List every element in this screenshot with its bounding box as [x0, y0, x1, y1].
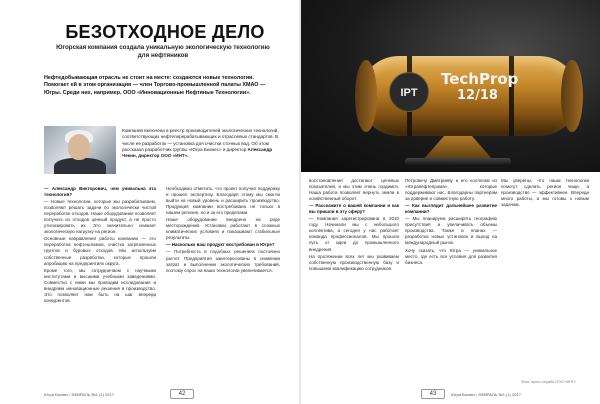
interview-question: — Как выглядит дальнейшее развитие компании?: [405, 203, 497, 215]
tank-band-2: [509, 56, 514, 136]
article-title: БЕЗОТХОДНОЕ ДЕЛО: [65, 22, 265, 42]
right-page: [301, 0, 600, 404]
product-photo: [301, 0, 600, 172]
right-column-1: [309, 178, 399, 273]
article-paragraph: восстановления достигают целевых показателей, и мы этим очень гордимся. Наша работа позволяет вернуть земли в хозяйственный оборот.: [309, 178, 399, 202]
tank-stand: [423, 136, 493, 160]
article-paragraph: — Новые технологии, которые мы разрабатываем, позволяют решать задачи по экологически чистой переработке отходов. Наше оборудование позволяет получать из отходов ценный продукт, а не просто утилизировать их. Это значительно снижает экологическую нагрузку на регион.: [44, 199, 156, 235]
interview-question: — Александр Викторович, чем уникальна эта технология?: [44, 186, 156, 198]
photo-credit: Фото: пресс-служба ООО «ИНТ»: [521, 380, 576, 384]
right-footer: Югра Бизнес / ФЕВРАЛЬ №1 (1) 2017: [451, 392, 521, 397]
award-name: TechProp: [441, 70, 519, 88]
article-paragraph: Основные направления работы компании — это переработка нефтешламов, очистка загрязненных грунтов и буровых отходов. Мы используем собственные разработки, которые прошли апробацию на предприятиях округа.: [44, 236, 156, 266]
left-footer: Югра Бизнес / ФЕВРАЛЬ №1 (1) 2017: [44, 392, 114, 397]
portrait-caption: [122, 128, 282, 159]
article-paragraph: — Мы планируем расширять географию присутствия и увеличивать объемы производства. Также в планах — разработка новых установок и выход на международный рынок.: [405, 216, 497, 246]
tank-endcap-right: [561, 60, 583, 132]
article-paragraph: — Компания зарегистрирована в 2010 году. Начинали мы с небольшого коллектива, а сегодня у нас работает команда профессионалов. Мы прошли путь от идеи до промышленного внедрения.: [309, 216, 399, 252]
portrait-suit: [54, 158, 106, 174]
award-tank: [359, 56, 579, 136]
caption-person: Александр Чекин, директор ООО «ИНТ».: [122, 146, 273, 159]
article-paragraph: — Потребность в подобных решениях постоянно растет. Предприятия заинтересованы в снижении затрат и выполнении экологических требований, поэтому спрос на наши технологии увеличивается.: [166, 249, 280, 273]
interview-question: — Расскажите о вашей компании и как вы пришли в эту сферу?: [309, 203, 399, 215]
portrait-face: [68, 134, 90, 160]
left-page-number: 42: [170, 389, 194, 399]
article-paragraph: Кроме того, мы сотрудничаем с научными институтами и высшими учебными заведениями. Совместно с ними мы проводим исследования и внедряем инновационные решения в производство. Это позволяет нам быть на шаг впереди конкурентов.: [44, 267, 156, 303]
left-column-2: [166, 186, 280, 275]
article-paragraph: Петровичу Дмитриеву и его коллегам из «Югранефтепрома», которые поддерживают нас. Благодарны партнерам за доверие и совместную работу.: [405, 178, 497, 202]
author-portrait: [44, 126, 116, 174]
ipt-logo: IPT: [389, 72, 429, 112]
article-paragraph: Хочу сказать, что Югра — уникальное место, где есть все условия для развития бизнеса.: [405, 247, 497, 265]
article-paragraph: На протяжении всех лет мы развиваем собственную производственную базу и повышаем квалификацию сотрудников.: [309, 253, 399, 271]
award-edition: 12/18: [457, 88, 498, 103]
tank-endcap-left: [355, 60, 377, 132]
article-paragraph: Мы уверены, что наши технологии помогут сделать регион чище, а производство — эффективнее. Впереди много работы, и мы готовы к новым задачам.: [501, 178, 589, 208]
left-page: [0, 0, 299, 404]
caption-text: Компания включена в реестр производителей экологических технологий, соответствующих нефтеперерабатывающих и отраслевых стандартов. В числе ее разработок — установка для очистки сточных вод. Об этом рассказал разработчик группы «Югра Бизнес» и директор: [122, 128, 279, 152]
article-subtitle: Югорская компания создала уникальную экологическую технологию для нефтяников: [56, 44, 270, 59]
left-column-1: [44, 186, 156, 305]
right-column-2: [405, 178, 497, 267]
article-paragraph: Необходимо отметить, что проект получил поддержку и прошел экспертизу. Благодаря этому мы смогли выйти на новый уровень и расширить производство. Продукция компании востребована не только в нашем регионе, но и за его пределами.: [166, 186, 280, 216]
article-lead: Нефтедобывающая отрасль не стоит на месте: создаются новые технологии. Помогает ей в этом организация — член Торгово-промышленной палаты ХМАО — Югры. Среди них, например, ООО «Инновационные Нефтяные Технологии».: [44, 75, 266, 96]
tank-base: [405, 158, 511, 166]
right-page-number: 43: [421, 389, 445, 399]
interview-question: — Насколько ваш продукт востребован в Югре?: [166, 242, 275, 248]
article-paragraph: Наше оборудование внедрено на ряде месторождений. Установки работают в сложных климатических условиях и показывают стабильные результаты.: [166, 217, 280, 241]
right-column-3: [501, 178, 589, 209]
